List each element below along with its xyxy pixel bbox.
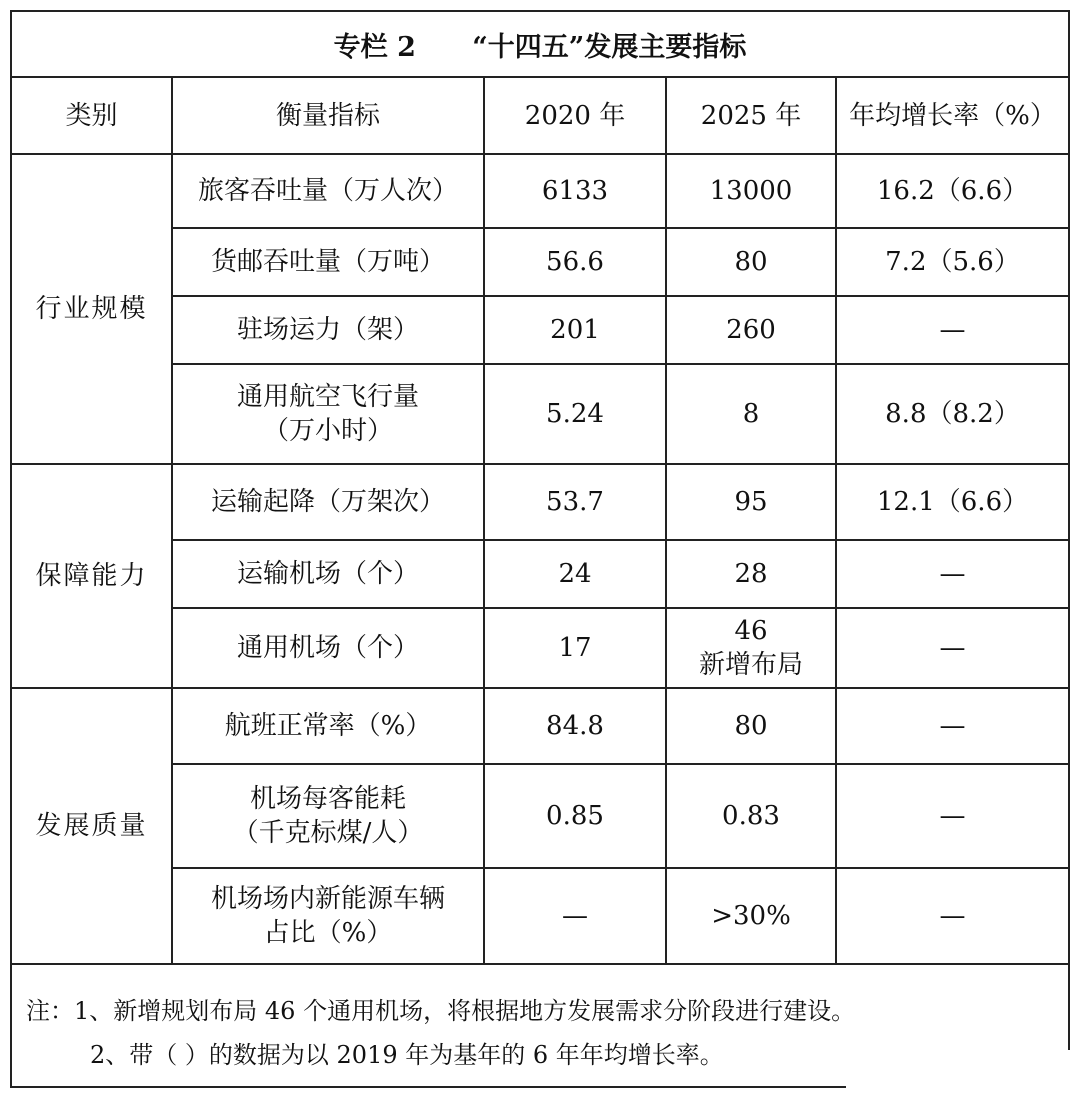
indicator-line: （万小时） xyxy=(262,416,393,446)
note-1: 注：1、新增规划布局 46 个通用机场，将根据地方发展需求分阶段进行建设。 xyxy=(26,997,856,1025)
indicator-cell xyxy=(172,688,484,764)
value-2025-cell xyxy=(666,764,836,868)
indicator-table-body xyxy=(12,78,1068,964)
table-row xyxy=(12,154,1068,228)
indicator-line: （千克标煤/人） xyxy=(232,818,424,848)
header-2025: 2025 年 xyxy=(666,78,836,154)
indicator-line: 旅客吞吐量（万人次） xyxy=(197,176,458,206)
indicator-cell xyxy=(172,154,484,228)
category-cell: 行业规模 xyxy=(12,154,172,464)
header-growth-rate: 年均增长率（%） xyxy=(836,78,1068,154)
image-crop-mask xyxy=(846,1050,1070,1102)
value-2025-cell xyxy=(666,688,836,764)
indicator-cell xyxy=(172,608,484,688)
indicator-line: 通用航空飞行量 xyxy=(236,382,419,412)
indicator-line: 运输机场（个） xyxy=(236,559,419,589)
value-2020-cell: 53.7 xyxy=(484,464,666,540)
table-row xyxy=(12,464,1068,540)
growth-rate-cell: — xyxy=(836,868,1068,964)
value-2025-line: 46 xyxy=(734,616,768,646)
value-2025-line: 28 xyxy=(734,559,768,589)
value-2025-line: 13000 xyxy=(709,176,793,206)
value-2025-cell xyxy=(666,608,836,688)
value-2025-cell xyxy=(666,364,836,464)
value-2025-cell xyxy=(666,868,836,964)
indicator-table xyxy=(12,78,1068,965)
value-2025-line: 80 xyxy=(734,247,768,277)
value-2025-cell xyxy=(666,296,836,364)
header-category: 类别 xyxy=(12,78,172,154)
value-2025-cell xyxy=(666,464,836,540)
growth-rate-cell: 7.2（5.6） xyxy=(836,228,1068,296)
growth-rate-cell: — xyxy=(836,688,1068,764)
header-2020: 2020 年 xyxy=(484,78,666,154)
value-2020-cell: 0.85 xyxy=(484,764,666,868)
value-2025-line: 新增布局 xyxy=(698,650,803,680)
indicator-line: 运输起降（万架次） xyxy=(210,487,445,517)
indicator-cell xyxy=(172,540,484,608)
growth-rate-cell: 16.2（6.6） xyxy=(836,154,1068,228)
value-2025-line: 95 xyxy=(734,487,768,517)
indicator-line: 驻场运力（架） xyxy=(236,315,419,345)
value-2025-cell xyxy=(666,154,836,228)
indicator-table-frame xyxy=(10,10,1070,1088)
value-2025-line: 80 xyxy=(734,711,768,741)
category-cell: 发展质量 xyxy=(12,688,172,964)
value-2025-line: >30% xyxy=(711,901,791,931)
table-row xyxy=(12,688,1068,764)
indicator-line: 机场场内新能源车辆 xyxy=(210,884,445,914)
value-2025-line: 260 xyxy=(726,315,776,345)
table-title-text: 专栏 2 “十四五”发展主要指标 xyxy=(333,31,747,63)
indicator-cell xyxy=(172,868,484,964)
value-2025-line: 0.83 xyxy=(722,801,780,831)
category-cell: 保障能力 xyxy=(12,464,172,688)
indicator-cell xyxy=(172,364,484,464)
value-2020-cell: 84.8 xyxy=(484,688,666,764)
growth-rate-cell: — xyxy=(836,608,1068,688)
indicator-cell xyxy=(172,464,484,540)
header-row xyxy=(12,78,1068,154)
value-2020-cell: 24 xyxy=(484,540,666,608)
value-2020-cell: 17 xyxy=(484,608,666,688)
value-2020-cell: 201 xyxy=(484,296,666,364)
growth-rate-cell: — xyxy=(836,540,1068,608)
indicator-line: 占比（%） xyxy=(263,918,393,948)
indicator-line: 机场每客能耗 xyxy=(249,784,406,814)
value-2020-cell: 5.24 xyxy=(484,364,666,464)
indicator-cell xyxy=(172,764,484,868)
indicator-line: 货邮吞吐量（万吨） xyxy=(210,247,445,277)
indicator-cell xyxy=(172,228,484,296)
growth-rate-cell: — xyxy=(836,296,1068,364)
indicator-line: 航班正常率（%） xyxy=(224,711,432,741)
note-2: 2、带（ ）的数据为以 2019 年为基年的 6 年年均增长率。 xyxy=(90,1041,724,1069)
value-2020-cell: 56.6 xyxy=(484,228,666,296)
value-2025-line: 8 xyxy=(742,399,760,429)
indicator-line: 通用机场（个） xyxy=(236,633,419,663)
header-indicator: 衡量指标 xyxy=(172,78,484,154)
growth-rate-cell: — xyxy=(836,764,1068,868)
value-2020-cell: — xyxy=(484,868,666,964)
value-2020-cell: 6133 xyxy=(484,154,666,228)
value-2025-cell xyxy=(666,540,836,608)
indicator-cell xyxy=(172,296,484,364)
growth-rate-cell: 12.1（6.6） xyxy=(836,464,1068,540)
value-2025-cell xyxy=(666,228,836,296)
table-title xyxy=(12,12,1068,78)
growth-rate-cell: 8.8（8.2） xyxy=(836,364,1068,464)
